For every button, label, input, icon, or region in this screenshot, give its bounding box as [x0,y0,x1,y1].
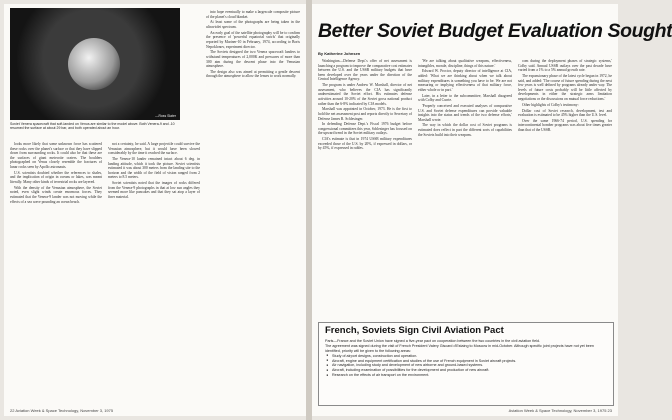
left-column-2 [108,142,200,410]
left-column-3 [206,10,300,410]
sidebar-box [318,322,614,406]
paragraph: The Soviets designed the two Venera spacecraft landers to withstand temperatures of 2,000K and pressures of more than 300 atm during the descent phase into the Venusian atmosphere. [206,50,300,69]
paragraph: not a certainty, he said. A large projectile could survive the Venusian atmosphere, but it would have been slowed considerably by the time it reached the surface. [108,142,200,156]
paragraph: 'We are talking about qualitative weapons, effectiveness, intangibles, morale, discipline, things of this nature.' [418,59,512,68]
spacecraft-model-image [68,38,120,90]
list-item: ■ Air navigation, including study and development of new airborne and ground-based systems. [332,363,607,368]
article-headline: Better Soviet Budget Evaluation Sought [318,20,672,42]
paragraph: An early goal of the satellite photography will be to confirm the presence of 'powerful equatorial swirls' that originally reported by Mariner-10 in February, 1974, according to Boris Nepoklonov, experiment director. [206,30,300,49]
paragraph: Other highlights of Colby's testimony: [522,102,579,107]
list-item: ■ Aircraft, engine and equipment certification and studies of the use of French equipment in Soviet aircraft projects. [332,359,607,364]
paragraph: The program is under Andrew W. Marshall, director of net assessment, who believes the CIA has significantly underestimated the Soviet effort. His estimates defense activities around 10-20% of the Soviet gross national product rather than the 6-8% indicated by CIA models. [318,83,412,106]
list-item: ■ Aircraft, including examination of possibilities for the development and production of new aircraft. [332,368,607,373]
paragraph: The Venera-10 lander remained intact about 6 deg. in landing attitude, which it took the picture. Soviet scientists estimated it was about 300 meters from the landing site to the horizon and the width of the field of vision ranged from 2 meters to 8.5 meters. [108,156,200,180]
paragraph: Marshall was appointed in October, 1973. He is the first to hold the net assessment post and reports directly to Secretary of Defense James R. Schlesinger. [318,107,413,121]
paragraph: Soviet scientists noted that the images of rocks differed from the Venera-9 photographs in that at low sun angles they seemed more like pancakes and that they sat atop a layer of finer material. [108,181,200,199]
paragraph: The way in which the dollar cost of Soviet programs is estimated does reflect in part the different sorts of capabilities the Soviets build into their weapons. [418,123,512,137]
paragraph: With the density of the Venusian atmosphere, the Soviet noted, even slight winds create enormous forces. They estimated that the Venera-9 lander was not moving while the effects of a sea wave pounding an ocean beach. [10,185,102,204]
paragraph: The expansionary phase of the latest cycle began in 1972, he said, and added: 'The course of future spending during the next few years is well defined by programs already under way. The levels of future costs probably will be little affected by developments in either the strategic arms limitation negotiations or the discussions on mutual force reductions.' [518,73,612,101]
photo-credit: —Ross Slater [155,114,176,118]
photo-caption: Soviet Venera spacecraft that soft-landed on Venus are similar to the model above. Both Venera-9 and -10 resumed the surface at about 29 bar, and both operated about an hour. [10,122,175,131]
sidebar-title: French, Soviets Sign Civil Aviation Pact [325,325,504,336]
right-page [312,4,672,416]
left-page [4,4,306,416]
list-item: ■ Study of airport designs, construction and operation. [332,354,607,359]
paragraph: into hope eventually to make a largescale composite picture of the planet's cloud blanket. [206,10,300,19]
list-item: ■ Research on the effects of air transport on the environment. [332,373,607,378]
paragraph: Dollar cost of Soviet research, development, test and evaluation is estimated to be 45% higher than the U.S. level. [518,108,612,118]
paragraph: com during the deployment phases of strategic systems,' Colby said. Annual USSR outlays over the past decade have varied from a 1% to a 5% annual growth rate. [518,59,612,73]
sidebar-intro: Paris—France and the Soviet Union have signed a five-year pact on cooperation between the two countries in the civil aviation field. [325,339,541,343]
left-folio: 22 Aviation Week & Space Technology, November 3, 1975 [10,408,114,413]
paragraph: Later, in a letter to the subcommittee, Marshall disagreed with Colby and Currie. [418,93,512,103]
paragraph: 'Properly conceived and executed analyses of comparative U.S. and Soviet defense expenditures can provide valuable insights into the status and trends of the two defense efforts,' Marshall wrote. [418,103,512,122]
left-column-1 [10,142,102,410]
article-byline: By Katherine Johnsen [318,51,361,56]
spacecraft-photo [10,8,180,120]
sidebar-body [325,339,607,378]
paragraph: CIA's estimate is that in 1974 USSR military expenditures exceeded those of the U.S. by 20%, if expressed in dollars, or by 45%, if expressed in rubles. [318,137,412,151]
paragraph: The design also was aimed at permitting a gentle descent through the atmosphere to allow the lenses to work normally. [206,69,300,79]
paragraph: Washington—Defense Dept.'s offer of net assessment is launching a program to improve the comparative cost estimates between the U.S. and the USSR military budgets that have been developed over the years under the direction of the Central Intelligence Agency. [318,59,412,82]
paragraph: U.S. scientists doubted whether the references to shales, and the implication of origin in oceans or lakes, was meant literally. Many other kinds of terrestrial rocks are layered. [10,170,102,184]
right-column-2 [418,59,512,317]
paragraph: At least some of the photographs are being taken in the ultraviolet spectrum. [206,20,300,29]
paragraph: Edward W. Proctor, deputy director of intelligence at CIA, added: 'What we are thinking about when we talk about military expenditures is something you have to be. We are not measuring or implying effectiveness of that military force, either whole or in part.' [418,69,512,92]
paragraph: In defending Defense Dept.'s Fiscal 1976 budget before congressional committees this year, Schlesinger has focused on the upward trend in the Soviet military outlays. [318,122,412,136]
right-folio: Aviation Week & Space Technology, November 3, 1975 23 [508,408,612,413]
paragraph: Over the same 1966-74 period, U.S. spending for intercontinental bomber programs was about five times greater than that of the USSR. [518,118,612,133]
sidebar-bullet-list [325,354,607,378]
paragraph: looks more likely that some unknown force has scattered these rocks over the planet's surface or that they have slipped down from surrounding rocks. It could also be that these are the surfaces of giant meteorite craters. The boulders photographed on Venus closely resemble the fractures of lunar rocks seen by Apollo astronauts. [10,142,102,169]
sidebar-paragraph: The agreement was signed during the visit of French President Valery Giscard d'Estaing to Moscow in mid-October. Although specific joint projects have not yet been identified, priority will be given to the following areas: [325,344,594,353]
right-column-1 [318,59,412,317]
right-column-3 [518,59,612,317]
